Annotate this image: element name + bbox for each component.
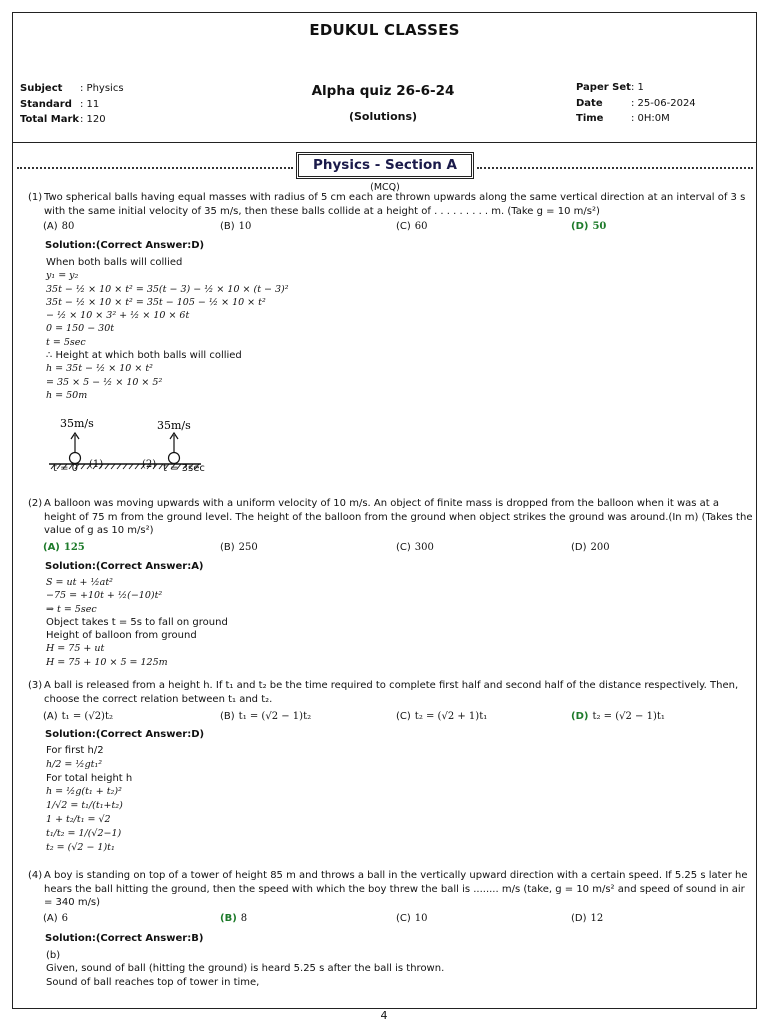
total-label: Total Mark bbox=[20, 114, 80, 125]
standard-label: Standard bbox=[20, 98, 72, 110]
quiz-title: Alpha quiz 26-6-24 bbox=[311, 83, 455, 99]
paperset-value: : 1 bbox=[631, 82, 644, 93]
option-d-correct: (D) t₂ = (√2 − 1)t₁ bbox=[571, 711, 665, 722]
section-tag: (MCQ) bbox=[370, 182, 400, 193]
date-value: : 25-06-2024 bbox=[631, 97, 696, 109]
institute-name: EDUKUL CLASSES bbox=[309, 21, 460, 39]
figure-n1: (1) bbox=[89, 459, 104, 470]
option-b-correct: (B) 8 bbox=[220, 913, 248, 924]
date-label: Date bbox=[576, 97, 603, 109]
meta-right bbox=[576, 80, 696, 127]
question-1 bbox=[28, 191, 756, 221]
meta-left bbox=[20, 81, 124, 128]
header-divider bbox=[13, 142, 756, 143]
question-number: (3) bbox=[28, 680, 43, 691]
option-d: (D) 12 bbox=[571, 913, 604, 924]
option-c: (C) t₂ = (√2 + 1)t₁ bbox=[396, 711, 488, 722]
question-text: A balloon was moving upwards with a uniform velocity of 10 m/s. An object of finite mass is dropped from the balloon when it was at a height of 75 m from the ground level. The height of the balloon from the ground when object strikes the ground was around.(In m) (Takes the value of g as 10 m/s²) bbox=[44, 498, 753, 536]
option-b: (B) t₁ = (√2 − 1)t₂ bbox=[220, 711, 312, 722]
option-b: (B) 250 bbox=[220, 542, 258, 553]
section-title-box bbox=[296, 152, 474, 193]
time-value: : 0H:0M bbox=[631, 113, 670, 124]
option-c: (C) 10 bbox=[396, 913, 428, 924]
option-b: (B) 10 bbox=[220, 221, 252, 232]
solution-1: When both balls will collied y₁ = y₂ 35t − ½ × 10 × t² = 35(t − 3) − ½ × 10 × (t − 3)² 35t − ½ × 10 × t² = 35t − 105 − ½ × 10 × t² − ½ × 10 × 3² + ½ × 10 × 6t 0 = 150 − 30t t = 5sec ∴ Height at which both balls will collied h = 35t − ½ × 10 × t² = 35 × 5 − ½ × 10 × 5² h = 50m bbox=[46, 257, 289, 401]
figure-velocity-1: 35m/s bbox=[60, 417, 94, 430]
options-3 bbox=[43, 711, 743, 725]
solution-heading: Solution:(Correct Answer:D) bbox=[45, 729, 205, 740]
question-number: (4) bbox=[28, 870, 43, 881]
options-2 bbox=[43, 542, 743, 556]
option-d: (D) 200 bbox=[571, 542, 610, 553]
figure-velocity-2: 35m/s bbox=[157, 419, 191, 432]
options-4 bbox=[43, 913, 743, 927]
option-c: (C) 300 bbox=[396, 542, 434, 553]
question-2 bbox=[28, 497, 756, 539]
solution-2: S = ut + ½at² −75 = +10t + ½(−10)t² ⇒ t = 5sec Object takes t = 5s to fall on ground Height of balloon from ground H = 75 + ut H = 75 + 10 × 5 = 125m bbox=[46, 577, 228, 668]
total-value: : 120 bbox=[80, 114, 106, 125]
ball-1 bbox=[70, 453, 81, 464]
standard-value: : 11 bbox=[80, 98, 100, 110]
subject-value: : Physics bbox=[80, 83, 124, 94]
option-a: (A) t₁ = (√2)t₂ bbox=[43, 711, 113, 722]
options-1 bbox=[43, 221, 743, 235]
question-text: Two spherical balls having equal masses with radius of 5 cm each are thrown upwards along the same vertical direction at an interval of 3 s with the same initial velocity of 35 m/s, then these balls collide at a height of . . . . . . . . . m. (Take g = 10 m/s²) bbox=[44, 192, 746, 217]
question-4 bbox=[28, 869, 756, 911]
option-a: (A) 6 bbox=[43, 913, 69, 924]
option-a: (A) 80 bbox=[43, 221, 75, 232]
section-title: Physics - Section A bbox=[312, 157, 457, 173]
quiz-subtitle: (Solutions) bbox=[348, 110, 418, 123]
subject-label: Subject bbox=[20, 83, 63, 94]
question-3 bbox=[28, 679, 756, 707]
option-a-correct: (A) 125 bbox=[43, 542, 85, 553]
figure-t3: t = 3sec bbox=[163, 463, 205, 474]
solution-3: For first h/2 h/2 = ½gt₁² For total height h h = ½g(t₁ + t₂)² 1/√2 = t₁/(t₁+t₂) 1 + t₂/t₁ = √2 t₁/t₂ = 1/(√2−1) t₂ = (√2 − 1)t₁ bbox=[46, 745, 133, 853]
time-label: Time bbox=[576, 113, 604, 124]
question-number: (2) bbox=[28, 498, 43, 509]
solution-4: (b) Given, sound of ball (hitting the ground) is heard 5.25 s after the ball is thrown. Sound of ball reaches top of tower in time, bbox=[46, 950, 445, 988]
dotted-rule-left bbox=[17, 167, 293, 169]
page-number: 4 bbox=[380, 1009, 388, 1022]
solution-heading: Solution:(Correct Answer:B) bbox=[45, 933, 204, 944]
figure-n2: (2) bbox=[142, 459, 157, 470]
option-d-correct: (D) 50 bbox=[571, 221, 607, 232]
dotted-rule-right bbox=[477, 167, 753, 169]
paperset-label: Paper Set bbox=[576, 82, 631, 93]
option-c: (C) 60 bbox=[396, 221, 428, 232]
question-number: (1) bbox=[28, 192, 43, 203]
solution-heading: Solution:(Correct Answer:D) bbox=[45, 240, 205, 251]
question-text: A ball is released from a height h. If t₁ and t₂ be the time required to complete first half and second half of the distance respectively. Then, choose the correct relation between t₁ and t₂. bbox=[44, 680, 739, 705]
solution-heading: Solution:(Correct Answer:A) bbox=[45, 561, 204, 572]
question-text: A boy is standing on top of a tower of height 85 m and throws a ball in the vertically upward direction with a certain speed. If 5.25 s later he hears the ball hitting the ground, then the speed with which the boy threw the ball is ........ m/s (take, g = 10 m/s² and speed of sound in air = 340 m/s) bbox=[44, 870, 748, 908]
figure-t0: t = 0 bbox=[53, 463, 79, 474]
page-frame bbox=[12, 12, 757, 1009]
ball-2 bbox=[169, 453, 180, 464]
